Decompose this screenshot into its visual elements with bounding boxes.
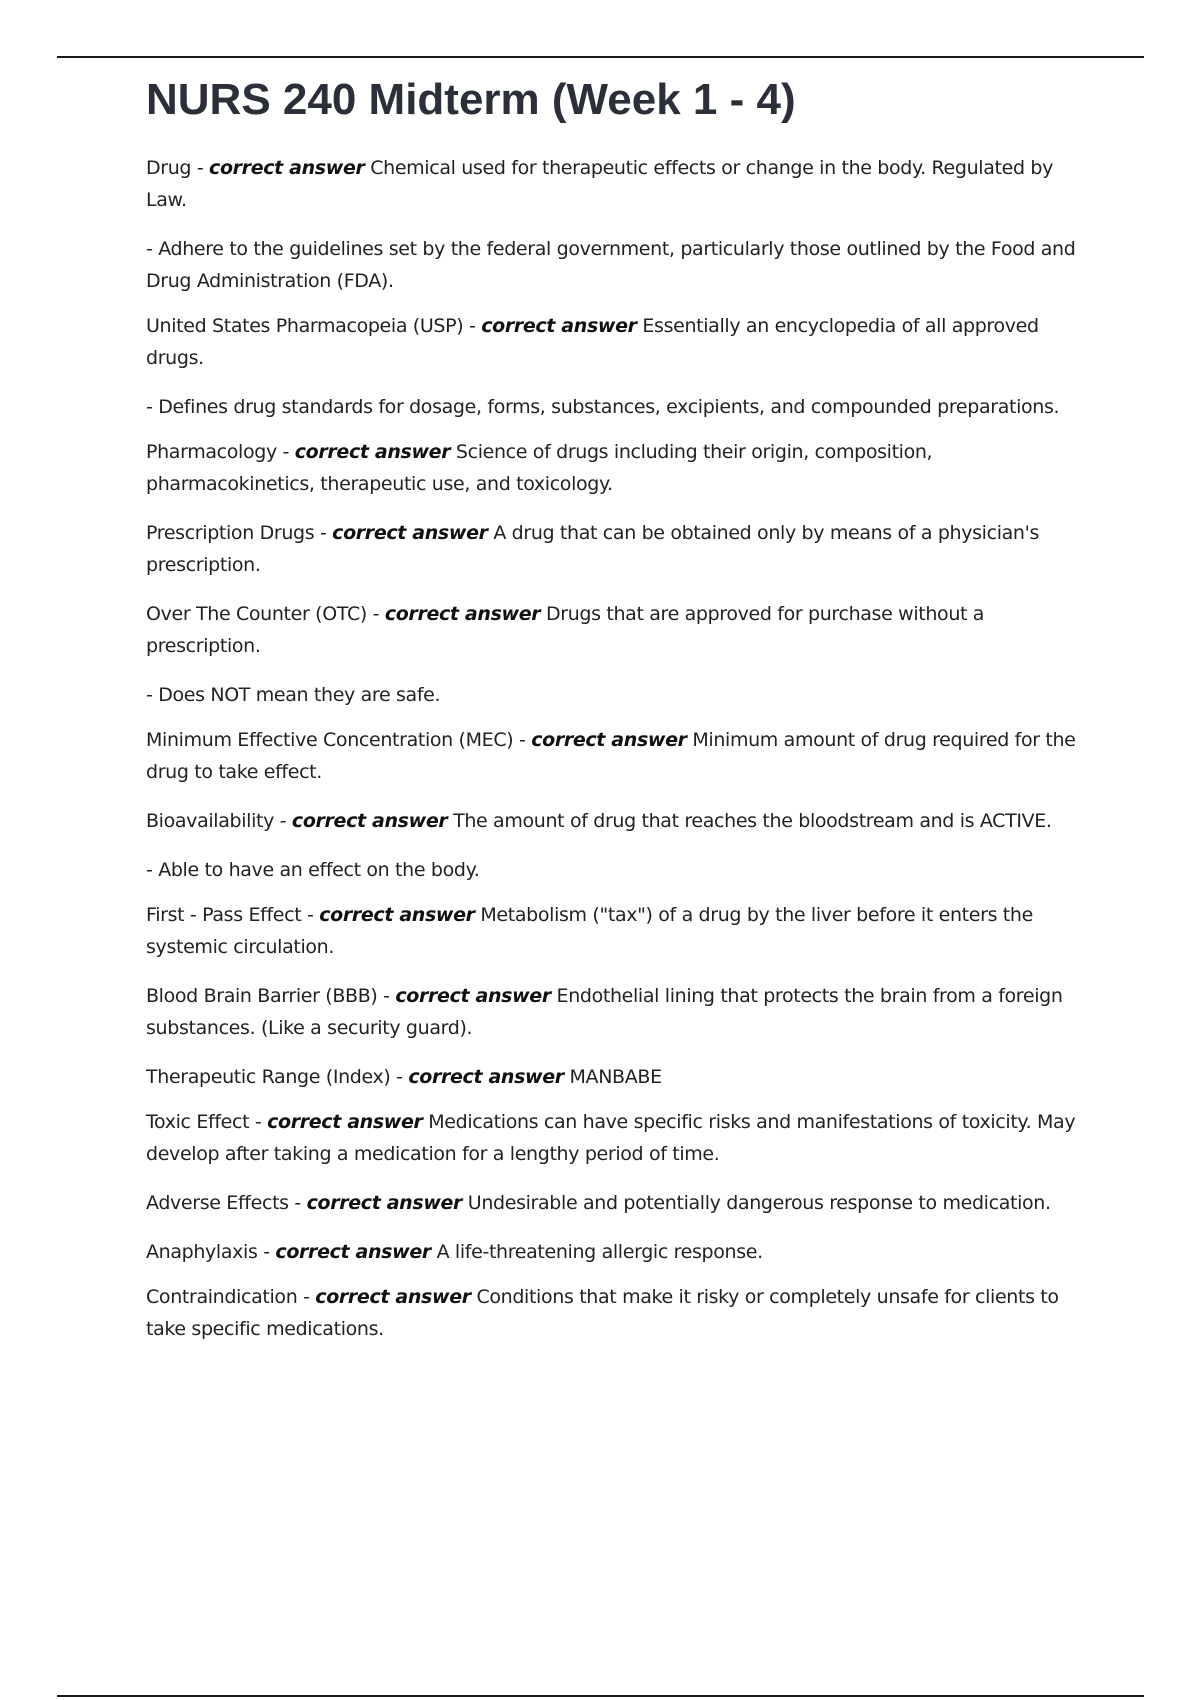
answer-label: correct answer [306, 1192, 463, 1214]
separator: - [297, 1286, 316, 1308]
answer-label: correct answer [395, 985, 551, 1007]
definition: Science of drugs including their origin, composition, pharmacokinetics, therapeutic use, and toxicology. [146, 441, 933, 495]
term: Pharmacology [146, 441, 277, 463]
definition: MANBABE [563, 1066, 662, 1088]
term: First - Pass Effect [146, 904, 302, 926]
definition: Medications can have specific risks and manifestations of toxicity. May develop after taking a medication for a lengthy period of time. [146, 1111, 1076, 1165]
definition: Endothelial lining that protects the brain from a foreign substances. (Like a security guard). [146, 985, 1063, 1039]
document-title: NURS 240 Midterm (Week 1 - 4) [146, 75, 796, 124]
entry-prescription-drugs [146, 517, 1086, 581]
definition: Essentially an encyclopedia of all approved drugs. [146, 315, 1039, 369]
separator: - [249, 1111, 268, 1133]
separator: - [377, 985, 396, 1007]
term: Contraindication [146, 1286, 298, 1308]
term: Blood Brain Barrier (BBB) [146, 985, 378, 1007]
answer-label: correct answer [291, 810, 448, 832]
separator: - [191, 157, 210, 179]
entry-anaphylaxis [146, 1236, 1086, 1268]
entry-bioavailability [146, 805, 1086, 837]
entry-otc [146, 598, 1086, 662]
answer-label: correct answer [384, 603, 541, 625]
separator: - [366, 603, 385, 625]
term: Prescription Drugs [146, 522, 315, 544]
answer-label: correct answer [294, 441, 451, 463]
definition: Minimum amount of drug required for the drug to take effect. [146, 729, 1076, 783]
separator: - [276, 441, 295, 463]
separator: - [390, 1066, 409, 1088]
term: Adverse Effects [146, 1192, 289, 1214]
answer-label: correct answer [408, 1066, 564, 1088]
entry-toxic-effect [146, 1106, 1086, 1170]
top-rule [57, 56, 1144, 58]
note-bioavailability: - Able to have an effect on the body. [146, 859, 480, 881]
entry-adverse-effects [146, 1187, 1086, 1219]
note-usp-standards: - Defines drug standards for dosage, forms, substances, excipients, and compounded preparations. [146, 396, 1060, 418]
definition: Chemical used for therapeutic effects or change in the body. Regulated by Law. [146, 157, 1053, 211]
term: Bioavailability [146, 810, 275, 832]
separator: - [274, 810, 292, 832]
definition: The amount of drug that reaches the bloodstream and is ACTIVE. [447, 810, 1052, 832]
term: Over The Counter (OTC) [146, 603, 367, 625]
answer-label: correct answer [332, 522, 488, 544]
answer-label: correct answer [209, 157, 365, 179]
entry-contraindication [146, 1281, 1086, 1345]
term: Therapeutic Range (Index) [146, 1066, 391, 1088]
term: United States Pharmacopeia (USP) [146, 315, 464, 337]
term: Anaphylaxis [146, 1241, 258, 1263]
note-otc-safety: - Does NOT mean they are safe. [146, 684, 441, 706]
answer-label: correct answer [531, 729, 687, 751]
answer-label: correct answer [315, 1286, 471, 1308]
entry-therapeutic-range [146, 1061, 1086, 1093]
definition: A drug that can be obtained only by means of a physician's prescription. [146, 522, 1040, 576]
entry-bbb [146, 980, 1086, 1044]
answer-label: correct answer [481, 315, 637, 337]
definition: Conditions that make it risky or completely unsafe for clients to take specific medications. [146, 1286, 1059, 1340]
entry-drug [146, 152, 1086, 216]
definition: Drugs that are approved for purchase without a prescription. [146, 603, 985, 657]
separator: - [513, 729, 532, 751]
term: Drug [146, 157, 192, 179]
entry-usp [146, 310, 1086, 374]
answer-label: correct answer [275, 1241, 431, 1263]
separator: - [463, 315, 482, 337]
entry-first-pass-effect [146, 899, 1086, 963]
entry-mec [146, 724, 1086, 788]
definition: Metabolism ("tax") of a drug by the liver before it enters the systemic circulation. [146, 904, 1033, 958]
term: Toxic Effect [146, 1111, 250, 1133]
entry-pharmacology [146, 436, 1086, 500]
separator: - [314, 522, 333, 544]
separator: - [301, 904, 320, 926]
separator: - [257, 1241, 276, 1263]
note-fda: - Adhere to the guidelines set by the federal government, particularly those outlined by the Food and Drug Administration (FDA). [146, 238, 1076, 292]
term: Minimum Effective Concentration (MEC) [146, 729, 514, 751]
definition: A life-threatening allergic response. [430, 1241, 763, 1263]
bottom-rule [57, 1695, 1144, 1697]
document-body [146, 70, 1086, 1362]
answer-label: correct answer [267, 1111, 423, 1133]
answer-label: correct answer [319, 904, 475, 926]
definition: Undesirable and potentially dangerous response to medication. [462, 1192, 1051, 1214]
separator: - [288, 1192, 307, 1214]
